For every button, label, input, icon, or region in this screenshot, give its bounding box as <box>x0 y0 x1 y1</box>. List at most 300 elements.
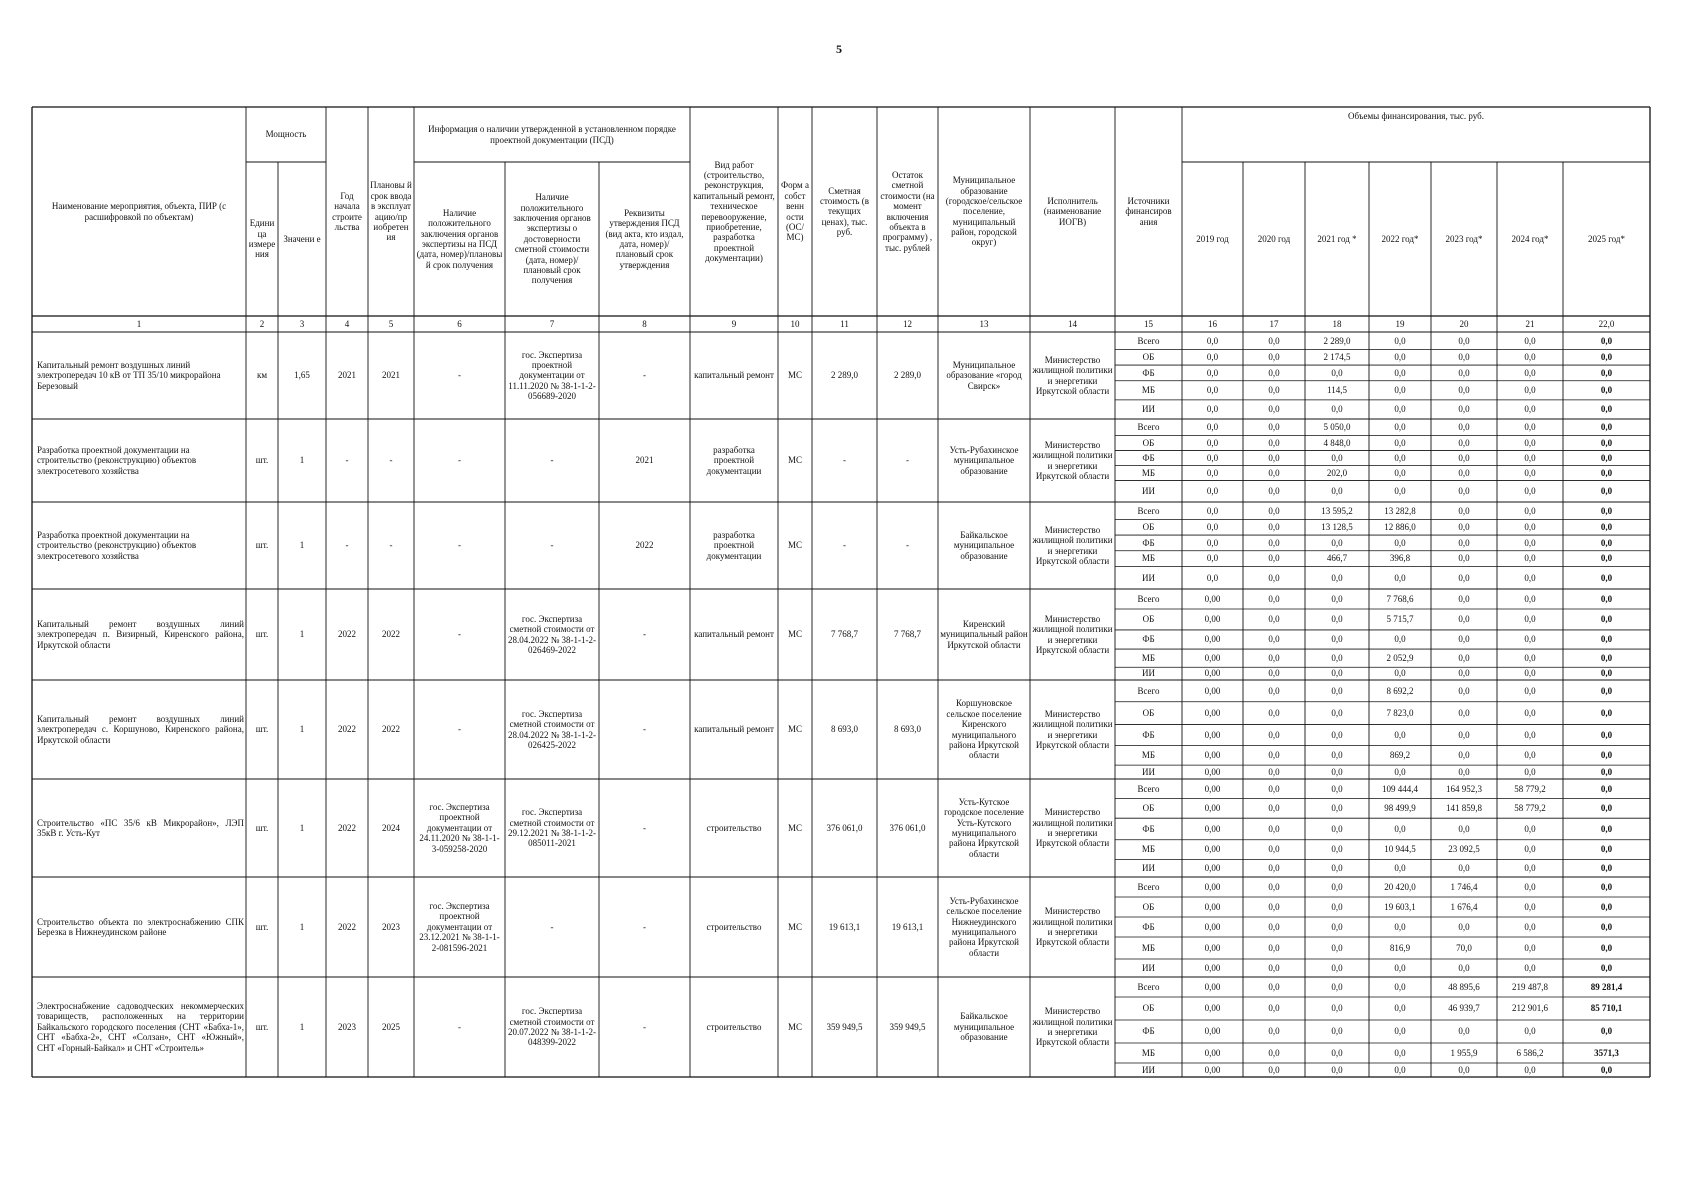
funding-value: 0,0 <box>1331 537 1343 548</box>
funding-value: 0,00 <box>1204 593 1221 604</box>
funding-value: 0,0 <box>1206 335 1219 346</box>
row-work: разработка проектной документации <box>706 529 762 561</box>
header-year: 2020 год <box>1257 233 1291 244</box>
row-start: 2022 <box>338 921 356 932</box>
page-number: 5 <box>836 42 842 56</box>
funding-value: 0,0 <box>1458 921 1470 932</box>
column-number: 10 <box>790 318 800 329</box>
row-est: - <box>843 540 846 551</box>
funding-value: 0,0 <box>1206 352 1219 363</box>
funding-value: 141 859,8 <box>1446 803 1482 814</box>
funding-value: 0,0 <box>1268 823 1280 834</box>
funding-value: 0,0 <box>1268 729 1280 740</box>
row-start: 2022 <box>338 724 356 735</box>
row-term: - <box>389 455 393 466</box>
funding-value: 1 955,9 <box>1450 1047 1478 1058</box>
funding-value: 0,0 <box>1394 335 1406 346</box>
funding-value: 0,0 <box>1394 1003 1406 1014</box>
funding-value: 0,0 <box>1600 537 1613 548</box>
funding-value: 0,0 <box>1394 404 1406 415</box>
funding-value: 0,0 <box>1268 553 1280 564</box>
funding-value: 0,0 <box>1394 729 1406 740</box>
funding-value: 0,0 <box>1600 634 1613 645</box>
column-number: 14 <box>1068 318 1077 329</box>
funding-value: 0,0 <box>1206 505 1219 516</box>
funding-value: 0,0 <box>1524 593 1536 604</box>
funding-value: 2 052,9 <box>1386 652 1414 663</box>
funding-value: 0,0 <box>1524 844 1536 855</box>
funding-value: 0,0 <box>1394 668 1406 679</box>
row-name: Разработка проектной документации на строительство (реконструкцию) объектов электросетевого хозяйства <box>37 444 197 476</box>
funding-value: 396,8 <box>1389 553 1411 564</box>
funding-value: 0,0 <box>1524 467 1536 478</box>
row-start: 2022 <box>338 822 356 833</box>
funding-value: 0,0 <box>1331 901 1343 912</box>
funding-value: 0,0 <box>1206 572 1219 583</box>
funding-source: ФБ <box>1142 1026 1155 1037</box>
funding-value: 0,0 <box>1524 385 1536 396</box>
funding-value: 0,0 <box>1458 367 1470 378</box>
funding-value: 212 901,6 <box>1512 1003 1548 1014</box>
funding-value: 0,0 <box>1331 750 1343 761</box>
header-psd-cost: Наличие положительного заключения органов экспертизы о достоверности сметной стоимости (дата, номер)/плановый срок получения <box>513 192 591 286</box>
funding-value: 0,0 <box>1331 783 1343 794</box>
funding-value: 0,0 <box>1524 668 1536 679</box>
row-unit: шт. <box>255 724 269 735</box>
funding-source: ФБ <box>1142 452 1155 463</box>
funding-value: 0,0 <box>1331 404 1343 415</box>
funding-value: 0,0 <box>1600 1026 1613 1037</box>
row-psd-cost: гос. Экспертиза сметной стоимости от 28.04.2022 № 38-1-1-2-026469-2022 <box>507 613 597 655</box>
row-value: 1 <box>299 724 305 735</box>
funding-value: 0,00 <box>1204 823 1221 834</box>
funding-value: 0,0 <box>1394 766 1406 777</box>
funding-source: ОБ <box>1142 522 1155 533</box>
row-value: 1 <box>299 822 305 833</box>
funding-value: 0,0 <box>1524 486 1536 497</box>
column-number: 8 <box>642 318 647 329</box>
row-own: МС <box>787 724 802 735</box>
funding-value: 0,0 <box>1524 404 1536 415</box>
row-psd-det: - <box>643 629 646 640</box>
row-psd-det: - <box>643 921 646 932</box>
funding-value: 0,0 <box>1524 962 1536 973</box>
row-psd-cost: гос. Экспертиза проектной документации от 11.11.2020 № 38-1-1-2-056689-2020 <box>508 349 596 402</box>
funding-value: 0,00 <box>1204 881 1221 892</box>
header-capacity: Мощность <box>265 129 307 140</box>
funding-value: 0,0 <box>1394 863 1406 873</box>
funding-value: 0,0 <box>1524 437 1536 448</box>
row-psd-exp: гос. Экспертиза проектной документации от 24.11.2020 № 38-1-1-3-059258-2020 <box>419 802 500 854</box>
funding-source: МБ <box>1141 652 1156 663</box>
funding-value: 0,0 <box>1458 593 1470 604</box>
row-name: Разработка проектной документации на строительство (реконструкцию) объектов электросетевого хозяйства <box>37 529 197 561</box>
column-number: 2 <box>259 318 265 329</box>
funding-source: МБ <box>1141 1047 1156 1058</box>
funding-value: 70,0 <box>1456 942 1472 953</box>
row-own: МС <box>787 540 802 551</box>
funding-value: 0,0 <box>1600 750 1613 761</box>
row-start: 2022 <box>338 629 356 640</box>
funding-source: МБ <box>1141 750 1156 761</box>
funding-source: Всего <box>1137 335 1160 346</box>
funding-value: 0,0 <box>1394 422 1406 433</box>
funding-value: 0,0 <box>1268 352 1280 363</box>
row-unit: шт. <box>255 1021 269 1032</box>
funding-value: 0,0 <box>1524 452 1536 463</box>
funding-value: 0,0 <box>1600 614 1613 625</box>
funding-value: 0,0 <box>1394 452 1406 463</box>
funding-value: 0,0 <box>1394 437 1406 448</box>
funding-value: 0,0 <box>1458 614 1470 625</box>
funding-value: 0,0 <box>1524 750 1536 761</box>
row-term: 2021 <box>382 370 400 381</box>
funding-value: 0,0 <box>1600 404 1613 415</box>
funding-value: 0,0 <box>1331 823 1343 834</box>
funding-value: 6 586,2 <box>1516 1047 1544 1058</box>
row-exec: Министерство жилищной политики и энергетики Иркутской области <box>1032 439 1113 481</box>
column-number: 3 <box>299 318 305 329</box>
row-psd-cost: гос. Экспертиза сметной стоимости от 28.04.2022 № 38-1-1-2-026425-2022 <box>507 708 597 750</box>
funding-source: Всего <box>1137 593 1160 604</box>
funding-value: 0,0 <box>1331 707 1343 718</box>
row-rem: 19 613,1 <box>891 921 924 932</box>
funding-source: ИИ <box>1142 572 1155 583</box>
funding-value: 0,0 <box>1458 1026 1470 1037</box>
funding-value: 0,0 <box>1206 537 1219 548</box>
funding-value: 0,0 <box>1268 1047 1280 1058</box>
row-value: 1 <box>299 1021 305 1032</box>
funding-value: 0,0 <box>1268 404 1280 415</box>
funding-value: 0,0 <box>1458 467 1470 478</box>
row-est: 7 768,7 <box>831 629 858 640</box>
funding-source: Всего <box>1137 881 1160 892</box>
row-rem: 359 949,5 <box>889 1021 926 1032</box>
funding-value: 0,0 <box>1331 593 1343 604</box>
funding-value: 0,0 <box>1268 750 1280 761</box>
row-term: - <box>389 540 393 551</box>
funding-value: 869,2 <box>1389 750 1411 761</box>
row-name: Строительство объекта по электроснабжению СПК Березка в Нижнеудинском районе <box>37 916 244 937</box>
row-term: 2022 <box>382 629 400 640</box>
funding-source: ИИ <box>1142 962 1155 973</box>
row-psd-exp: - <box>458 540 461 551</box>
funding-source: ИИ <box>1142 863 1155 873</box>
funding-value: 0,0 <box>1394 1047 1406 1058</box>
funding-value: 0,0 <box>1524 942 1536 953</box>
row-unit: шт. <box>255 921 269 932</box>
funding-value: 0,0 <box>1458 553 1470 564</box>
funding-value: 0,0 <box>1600 385 1613 396</box>
row-work: капитальный ремонт <box>694 724 774 735</box>
funding-value: 0,00 <box>1204 844 1221 855</box>
funding-value: 0,0 <box>1458 707 1470 718</box>
funding-value: 0,0 <box>1600 844 1613 855</box>
funding-value: 0,0 <box>1394 467 1406 478</box>
funding-value: 0,0 <box>1458 634 1470 645</box>
funding-value: 0,0 <box>1600 652 1613 663</box>
funding-value: 0,0 <box>1524 505 1536 516</box>
funding-source: ОБ <box>1142 1003 1155 1014</box>
funding-value: 0,0 <box>1206 422 1219 433</box>
funding-value: 0,0 <box>1268 385 1280 396</box>
funding-value: 0,0 <box>1206 437 1219 448</box>
funding-value: 0,0 <box>1524 352 1536 363</box>
funding-value: 0,0 <box>1600 572 1613 583</box>
header-year: 2024 год* <box>1511 233 1549 244</box>
funding-value: 0,00 <box>1204 634 1221 645</box>
funding-value: 0,0 <box>1600 367 1613 378</box>
funding-value: 0,00 <box>1204 981 1221 992</box>
row-psd-exp: - <box>458 370 461 381</box>
row-name: Электроснабжение садоводческих некоммерческих товариществ, расположенных на территории Байкальского городского поселения (СНТ «Бабха-1», СНТ «Бабха-2», СНТ «Солзан», СНТ «Южный», СНТ «Горный-Байкал» и СНТ «Строитель» <box>37 1001 244 1053</box>
row-own: МС <box>787 455 802 466</box>
funding-value: 0,0 <box>1458 1064 1470 1075</box>
funding-value: 0,00 <box>1204 921 1221 932</box>
row-work: строительство <box>706 1021 762 1032</box>
funding-value: 0,0 <box>1600 335 1613 346</box>
column-number: 18 <box>1332 318 1342 329</box>
funding-source: ФБ <box>1142 921 1155 932</box>
funding-source: МБ <box>1141 942 1156 953</box>
header-year: 2021 год * <box>1317 233 1357 244</box>
funding-value: 0,00 <box>1204 1064 1221 1075</box>
funding-value: 0,00 <box>1204 729 1221 740</box>
funding-value: 0,0 <box>1394 1026 1406 1037</box>
header-psd-details: Реквизиты утверждения ПСД (вид акта, кто издал, дата, номер)/плановый срок утверждения <box>605 207 684 270</box>
row-psd-det: - <box>643 370 646 381</box>
funding-value: 0,0 <box>1331 863 1343 873</box>
funding-value: 0,0 <box>1458 522 1470 533</box>
row-work: капитальный ремонт <box>694 370 774 381</box>
funding-value: 0,00 <box>1204 962 1221 973</box>
funding-value: 0,0 <box>1331 685 1343 696</box>
funding-value: 0,0 <box>1268 766 1280 777</box>
funding-value: 0,0 <box>1524 422 1536 433</box>
funding-value: 7 823,0 <box>1386 707 1414 718</box>
row-exec: Министерство жилищной политики и энергетики Иркутской области <box>1032 708 1113 750</box>
row-exec: Министерство жилищной политики и энергетики Иркутской области <box>1032 613 1113 655</box>
funding-source: Всего <box>1137 505 1160 516</box>
row-est: 19 613,1 <box>828 921 861 932</box>
row-own: МС <box>787 629 802 640</box>
funding-value: 0,0 <box>1268 634 1280 645</box>
header-psd-expertise: Наличие положительного заключения органов экспертизы на ПСД (дата, номер)/плановы й срок получения <box>416 207 503 270</box>
funding-value: 0,00 <box>1204 652 1221 663</box>
funding-value: 0,0 <box>1331 766 1343 777</box>
row-own: МС <box>787 921 802 932</box>
funding-value: 0,0 <box>1331 962 1343 973</box>
funding-value: 0,0 <box>1458 823 1470 834</box>
row-muni: Усть-Рубахинское сельское поселение Нижнеудинского муниципального района Иркутской области <box>946 895 1022 958</box>
row-rem: 8 693,0 <box>894 724 921 735</box>
funding-value: 0,0 <box>1268 437 1280 448</box>
funding-value: 0,0 <box>1394 823 1406 834</box>
funding-value: 0,0 <box>1268 901 1280 912</box>
funding-value: 0,0 <box>1524 553 1536 564</box>
funding-value: 0,0 <box>1268 422 1280 433</box>
funding-source: МБ <box>1141 844 1156 855</box>
funding-source: ФБ <box>1142 634 1155 645</box>
header-year: 2025 год* <box>1587 233 1626 244</box>
column-number: 6 <box>457 318 462 329</box>
header-year: 2023 год* <box>1445 233 1483 244</box>
funding-value: 0,0 <box>1268 572 1280 583</box>
funding-source: ОБ <box>1142 437 1155 448</box>
funding-value: 0,0 <box>1600 486 1613 497</box>
funding-value: 0,0 <box>1331 844 1343 855</box>
row-psd-det: - <box>643 822 646 833</box>
row-start: - <box>345 455 349 466</box>
funding-value: 13 282,8 <box>1384 505 1416 516</box>
row-rem: - <box>906 540 909 551</box>
funding-value: 0,0 <box>1458 729 1470 740</box>
column-number: 20 <box>1459 318 1469 329</box>
funding-value: 0,0 <box>1600 881 1613 892</box>
funding-value: 202,0 <box>1326 467 1348 478</box>
funding-value: 0,0 <box>1268 467 1280 478</box>
row-est: - <box>843 455 846 466</box>
funding-value: 0,00 <box>1204 668 1221 679</box>
funding-value: 816,9 <box>1389 942 1411 953</box>
funding-value: 0,0 <box>1331 634 1343 645</box>
funding-source: Всего <box>1137 422 1160 433</box>
funding-source: ОБ <box>1142 901 1155 912</box>
funding-value: 0,0 <box>1331 981 1343 992</box>
funding-value: 0,00 <box>1204 614 1221 625</box>
funding-value: 0,0 <box>1268 505 1280 516</box>
funding-value: 0,0 <box>1524 729 1536 740</box>
row-rem: - <box>906 455 909 466</box>
funding-value: 3571,3 <box>1594 1047 1619 1058</box>
funding-value: 0,0 <box>1394 486 1406 497</box>
funding-value: 0,0 <box>1600 452 1613 463</box>
funding-value: 0,0 <box>1268 1064 1280 1075</box>
funding-value: 0,0 <box>1600 707 1613 718</box>
funding-value: 0,0 <box>1458 422 1470 433</box>
funding-value: 0,0 <box>1524 766 1536 777</box>
row-name: Капитальный ремонт воздушных линий электропередач с. Коршуново, Киренского района, Иркутской области <box>37 713 244 745</box>
row-value: 1 <box>299 455 305 466</box>
funding-value: 0,00 <box>1204 863 1221 873</box>
row-exec: Министерство жилищной политики и энергетики Иркутской области <box>1032 807 1113 849</box>
row-est: 8 693,0 <box>831 724 858 735</box>
funding-value: 0,0 <box>1600 553 1613 564</box>
funding-value: 0,0 <box>1268 537 1280 548</box>
funding-value: 0,0 <box>1268 783 1280 794</box>
funding-value: 0,0 <box>1331 486 1343 497</box>
funding-value: 0,0 <box>1331 942 1343 953</box>
funding-value: 0,0 <box>1600 901 1613 912</box>
row-muni: Коршуновское сельское поселение Киренского муниципального района Иркутской области <box>946 698 1022 761</box>
funding-value: 0,0 <box>1524 921 1536 932</box>
funding-value: 0,0 <box>1524 522 1536 533</box>
funding-value: 0,0 <box>1268 522 1280 533</box>
funding-value: 164 952,3 <box>1446 783 1482 794</box>
funding-value: 85 710,1 <box>1590 1003 1623 1014</box>
funding-value: 0,0 <box>1458 404 1470 415</box>
funding-value: 48 895,6 <box>1448 981 1480 992</box>
header-executor: Исполнитель (наименование ИОГВ) <box>1043 195 1102 227</box>
column-number: 9 <box>731 318 737 329</box>
funding-value: 0,00 <box>1204 766 1221 777</box>
row-psd-det: - <box>643 1021 646 1032</box>
column-number: 5 <box>388 318 394 329</box>
funding-value: 0,0 <box>1331 1064 1343 1075</box>
row-est: 2 289,0 <box>831 370 858 381</box>
funding-value: 0,0 <box>1458 335 1470 346</box>
funding-value: 0,0 <box>1206 385 1219 396</box>
funding-value: 0,0 <box>1524 1026 1536 1037</box>
funding-value: 0,0 <box>1394 367 1406 378</box>
header-year: 2019 год <box>1196 233 1229 244</box>
column-number: 21 <box>1525 318 1535 329</box>
funding-value: 0,0 <box>1394 537 1406 548</box>
funding-source: Всего <box>1137 981 1160 992</box>
row-exec: Министерство жилищной политики и энергетики Иркутской области <box>1032 906 1113 948</box>
funding-value: 5 715,7 <box>1386 614 1414 625</box>
funding-value: 0,0 <box>1268 452 1280 463</box>
row-work: капитальный ремонт <box>694 629 774 640</box>
funding-value: 0,0 <box>1600 823 1613 834</box>
funding-source: МБ <box>1141 553 1156 564</box>
row-psd-cost: - <box>550 455 554 466</box>
row-psd-exp: гос. Экспертиза проектной документации от 23.12.2021 № 38-1-1-2-081596-2021 <box>419 901 500 953</box>
funding-value: 0,0 <box>1268 652 1280 663</box>
funding-value: 0,0 <box>1394 385 1406 396</box>
funding-value: 0,00 <box>1204 942 1221 953</box>
funding-source: МБ <box>1141 467 1156 478</box>
funding-value: 0,0 <box>1206 467 1219 478</box>
funding-value: 0,0 <box>1331 452 1343 463</box>
funding-value: 0,0 <box>1394 921 1406 932</box>
funding-value: 0,0 <box>1331 614 1343 625</box>
funding-value: 0,0 <box>1600 962 1613 973</box>
funding-value: 0,0 <box>1394 1064 1406 1075</box>
funding-source: ФБ <box>1142 729 1155 740</box>
funding-source: ИИ <box>1142 668 1155 679</box>
funding-value: 2 174,5 <box>1323 352 1351 363</box>
funding-value: 0,00 <box>1204 901 1221 912</box>
row-psd-exp: - <box>458 1021 461 1032</box>
header-work-type: Вид работ (строительство, реконструкция, капитальный ремонт, техническое перевооружение, приобретение, разработка проектной документации) <box>693 159 775 263</box>
funding-value: 58 779,2 <box>1514 803 1546 814</box>
column-number: 19 <box>1395 318 1405 329</box>
funding-value: 0,0 <box>1394 634 1406 645</box>
funding-value: 0,0 <box>1268 685 1280 696</box>
funding-value: 0,0 <box>1458 572 1470 583</box>
funding-source: ОБ <box>1142 614 1155 625</box>
funding-value: 0,0 <box>1600 1064 1613 1075</box>
header-psd-info: Информация о наличии утвержденной в установленном порядке проектной документации (ПСД) <box>428 124 676 145</box>
header-year: 2022 год* <box>1381 233 1419 244</box>
row-value: 1 <box>299 540 305 551</box>
funding-value: 0,0 <box>1206 486 1219 497</box>
header-planned-term: Плановы й срок ввода в эксплуат ацию/пр иобретен ия <box>370 180 412 243</box>
funding-value: 0,0 <box>1458 750 1470 761</box>
funding-value: 0,0 <box>1600 505 1613 516</box>
row-start: 2023 <box>338 1021 356 1032</box>
row-psd-exp: - <box>458 629 461 640</box>
row-rem: 376 061,0 <box>889 822 926 833</box>
row-psd-det: 2022 <box>635 540 654 551</box>
funding-value: 0,0 <box>1524 652 1536 663</box>
funding-value: 0,0 <box>1458 962 1470 973</box>
row-name: Капитальный ремонт воздушных линий электропередач п. Визирный, Киренского района, Иркутской области <box>37 618 244 650</box>
funding-value: 0,0 <box>1331 367 1343 378</box>
funding-value: 0,0 <box>1394 962 1406 973</box>
header-sources: Источники финансиров ания <box>1125 195 1172 227</box>
